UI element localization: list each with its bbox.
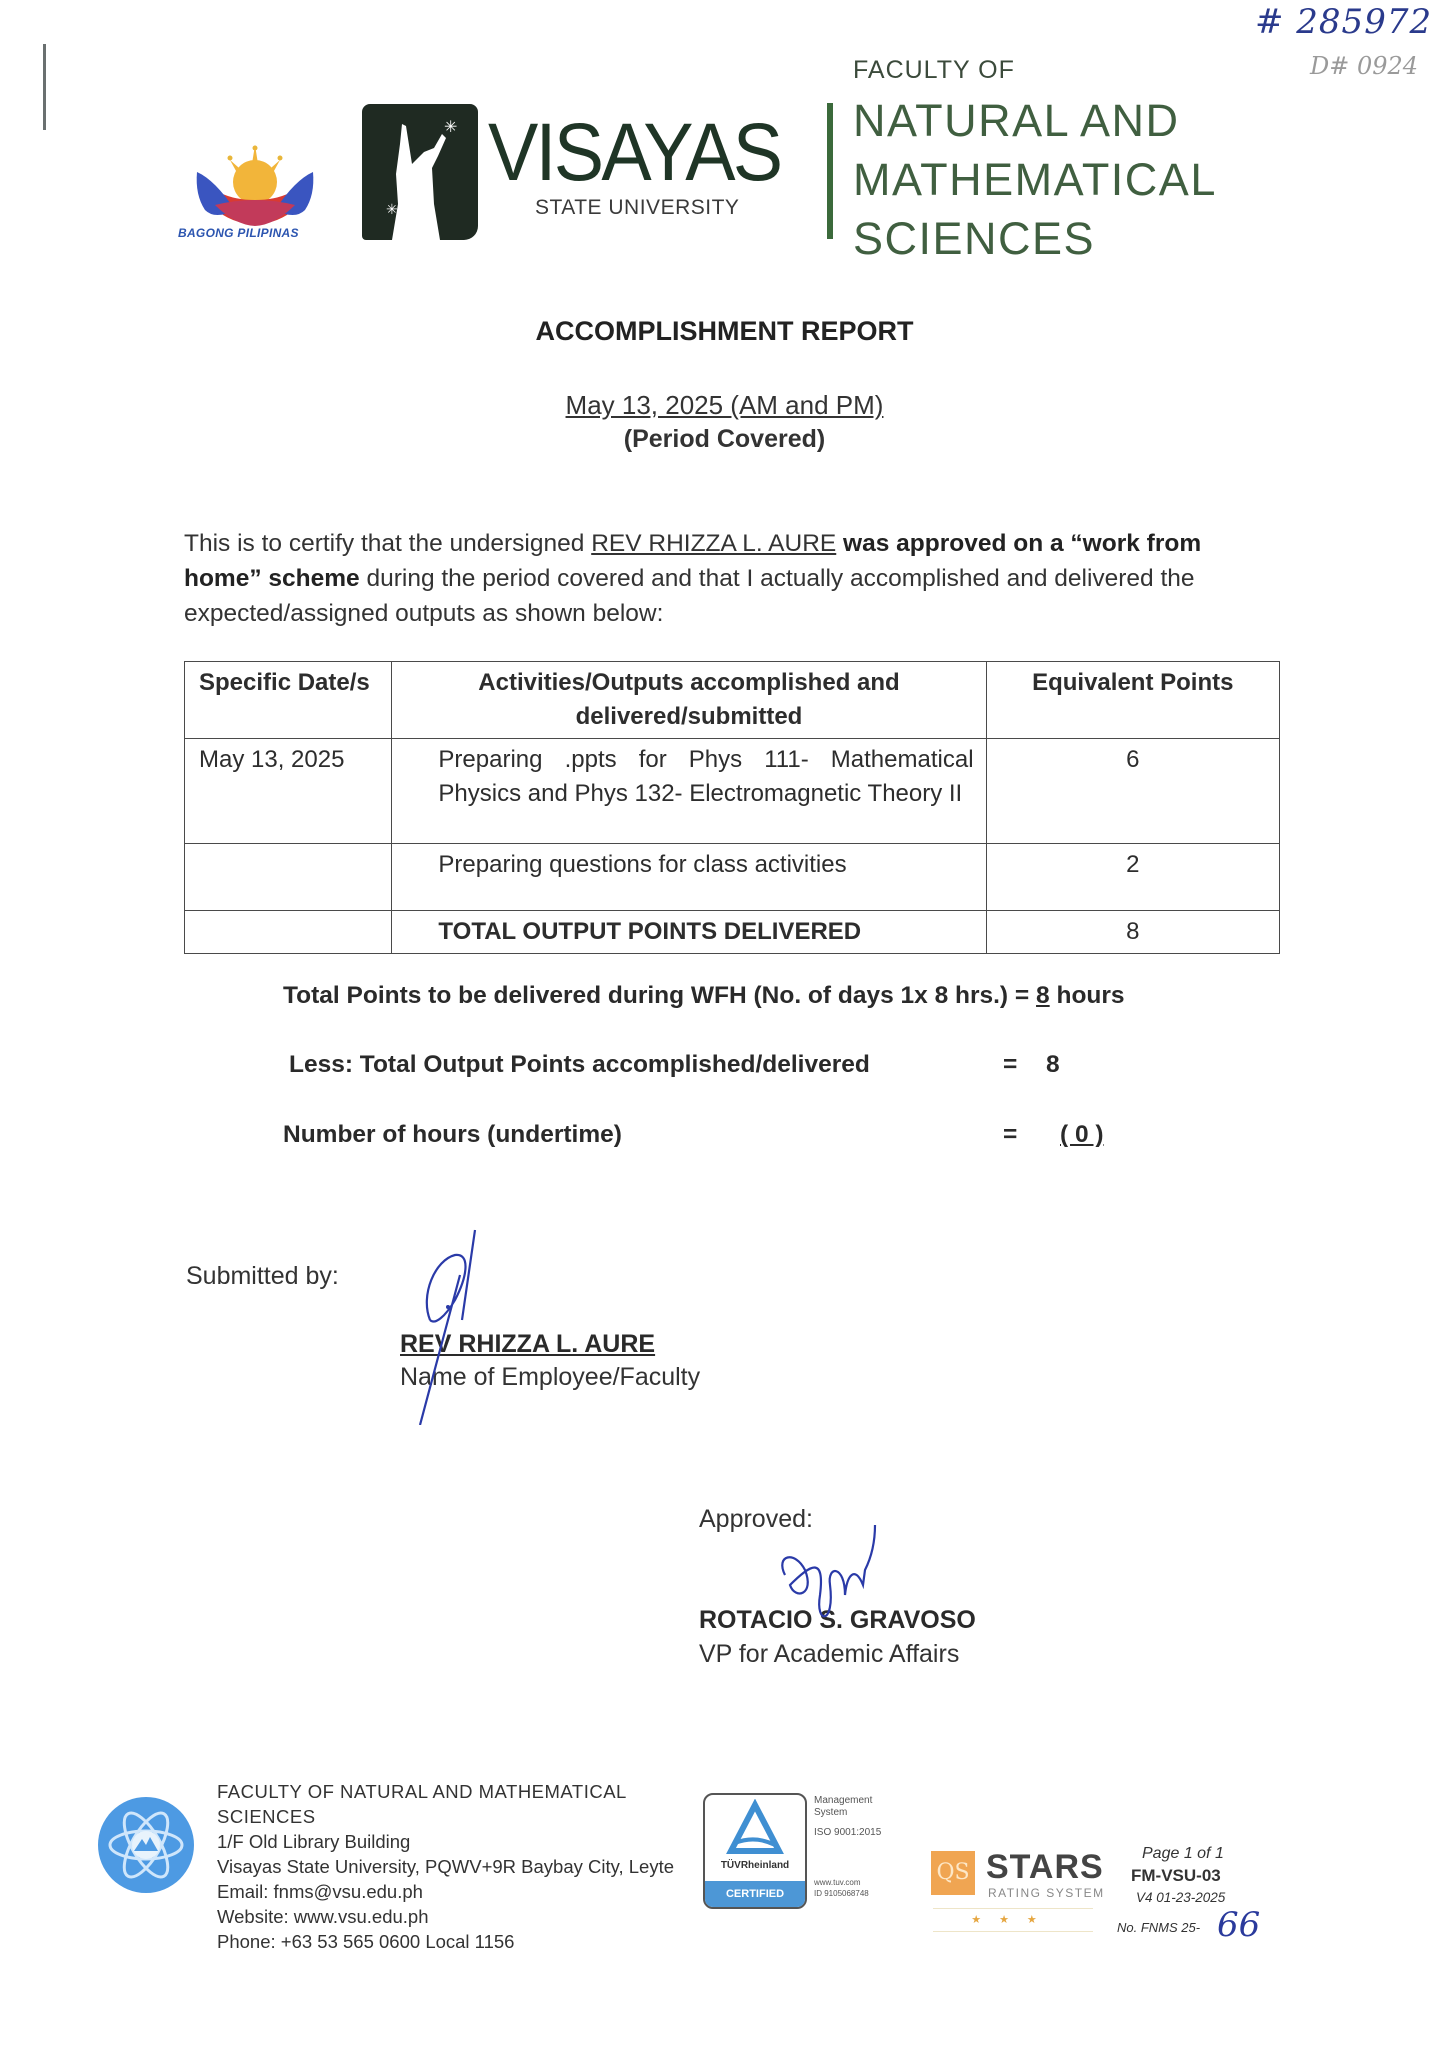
cell-points: 2 [986, 844, 1279, 911]
total-points-text: Total Points to be delivered during WFH (No. of days 1x 8 hrs.) = [283, 982, 1037, 1009]
scan-edge-mark [43, 44, 46, 130]
cert-prefix: This is to certify that the undersigned [184, 530, 592, 557]
page-indicator: Page 1 of 1 [1142, 1845, 1224, 1862]
footer-address-line: Visayas State University, PQWV+9R Baybay City, Leyte [217, 1856, 675, 1877]
undertime-value: ( 0 ) [1060, 1121, 1104, 1148]
header-activities: Activities/Outputs accomplished and delivered/submitted [392, 662, 986, 739]
footer-address-line: 1/F Old Library Building [217, 1831, 411, 1852]
footer-phone: Phone: +63 53 565 0600 Local 1156 [217, 1931, 515, 1952]
form-code: FM-VSU-03 [1131, 1866, 1221, 1885]
footer-email: Email: fnms@vsu.edu.ph [217, 1881, 423, 1902]
tuv-certified-label: CERTIFIED [705, 1881, 805, 1907]
faculty-prefix: FACULTY OF [853, 56, 1015, 84]
qs-star-rating: ★★★ [933, 1908, 1093, 1932]
table-row [185, 844, 1280, 911]
table-row [185, 739, 1280, 844]
footer-website: Website: www.vsu.edu.ph [217, 1906, 429, 1927]
tuv-text: Management [814, 1795, 873, 1806]
period-covered [0, 390, 1449, 421]
total-points-value: 8 [1036, 982, 1050, 1009]
certification-paragraph [184, 526, 1274, 631]
less-equals: = [1003, 1051, 1018, 1078]
less-label: Less: Total Output Points accomplished/delivered [289, 1051, 870, 1078]
employee-signature [400, 1225, 540, 1425]
period-value: May 13, 2025 (AM and PM) [565, 390, 884, 420]
approved-label: Approved: [699, 1505, 813, 1533]
employee-name: REV RHIZZA L. AURE [400, 1330, 656, 1358]
total-points: 8 [986, 911, 1279, 954]
tuv-text: System [814, 1807, 848, 1818]
cell-points: 6 [986, 739, 1279, 844]
period-label: (Period Covered) [623, 425, 826, 453]
handwritten-document-number: D# 0924 [1310, 52, 1419, 80]
tuv-text: www.tuv.com [814, 1878, 861, 1887]
approver-name: ROTACIO S. GRAVOSO [699, 1606, 976, 1634]
header-date: Specific Date/s [185, 662, 392, 739]
employee-role: Name of Employee/Faculty [400, 1363, 701, 1391]
tuv-certification-badge [703, 1793, 807, 1909]
header-divider [827, 103, 833, 239]
cert-suffix: during the period covered and that I actually accomplished and delivered the expected/assigned outputs as shown below: [184, 565, 1195, 627]
qs-logo: QS [931, 1851, 975, 1895]
footer-address-line: FACULTY OF NATURAL AND MATHEMATICAL [217, 1781, 627, 1802]
cert-employee-name: REV RHIZZA L. AURE [591, 530, 837, 557]
cell-date [185, 844, 392, 911]
svg-text:✳: ✳ [444, 119, 458, 136]
tuv-text: ISO 9001:2015 [814, 1827, 882, 1838]
total-label: TOTAL OUTPUT POINTS DELIVERED [392, 911, 986, 954]
less-value: 8 [1046, 1051, 1060, 1078]
footer-address-line: SCIENCES [217, 1806, 316, 1827]
university-name: VISAYAS [488, 107, 781, 198]
form-version: V4 01-23-2025 [1136, 1890, 1226, 1905]
form-series-prefix: No. FNMS 25- [1117, 1920, 1201, 1935]
tuv-triangle-icon [705, 1799, 805, 1859]
cell-activity: Preparing .ppts for Phys 111- Mathematical Physics and Phys 132- Electromagnetic Theory II [392, 739, 986, 844]
cert-wfh-approval: was approved on a “work from home” scheme [184, 530, 1202, 592]
cell-activity: Preparing questions for class activities [392, 844, 986, 911]
qs-stars-title: STARS [986, 1848, 1104, 1886]
vsu-emblem-logo [362, 104, 478, 240]
university-subtitle: STATE UNIVERSITY [535, 196, 740, 219]
cell-empty [185, 911, 392, 954]
cell-date: May 13, 2025 [185, 739, 392, 844]
report-title: ACCOMPLISHMENT REPORT [535, 316, 914, 346]
faculty-name-line: NATURAL AND [853, 95, 1180, 146]
undertime-equals: = [1003, 1121, 1018, 1148]
svg-text:✳: ✳ [386, 201, 398, 217]
handwritten-form-series: 66 [1217, 1905, 1261, 1945]
qs-stars-subtitle: RATING SYSTEM [988, 1886, 1105, 1900]
header-points: Equivalent Points [986, 662, 1279, 739]
table-header-row [185, 662, 1280, 739]
total-points-unit: hours [1049, 982, 1125, 1009]
undertime-label: Number of hours (undertime) [283, 1121, 622, 1148]
handwritten-reference-number: # 285972 [1255, 2, 1433, 42]
approver-signature [775, 1525, 915, 1645]
outputs-table [184, 661, 1280, 954]
tuv-text: ID 9105068748 [814, 1889, 869, 1898]
submitted-by-label: Submitted by: [186, 1262, 339, 1290]
total-points-required [283, 982, 1125, 1010]
faculty-name-line: SCIENCES [853, 213, 1096, 264]
tuv-brand: TÜVRheinland [720, 1860, 790, 1871]
bagong-pilipinas-label: BAGONG PILIPINAS [178, 226, 299, 240]
faculty-name-line: MATHEMATICAL [853, 154, 1217, 205]
fnms-seal-logo [96, 1795, 196, 1895]
bagong-pilipinas-logo [175, 100, 335, 245]
approver-role: VP for Academic Affairs [699, 1640, 960, 1668]
table-total-row [185, 911, 1280, 954]
